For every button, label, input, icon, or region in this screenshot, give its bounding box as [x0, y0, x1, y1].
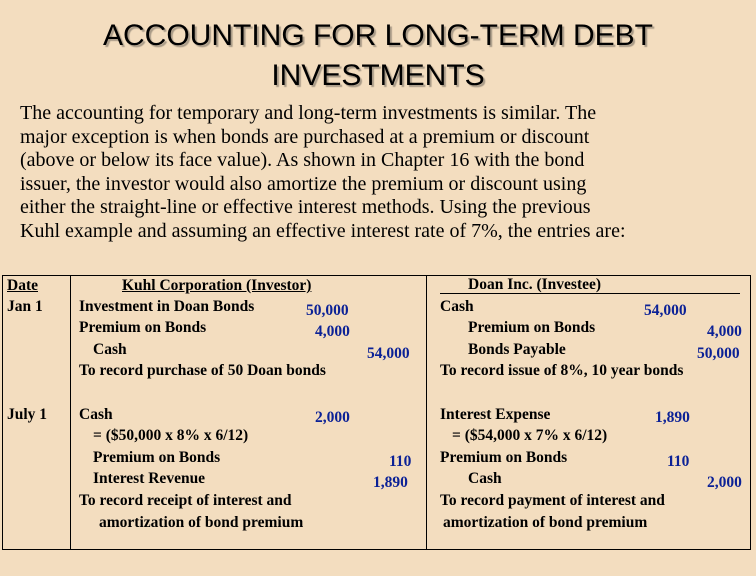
- date-july-1: July 1: [7, 406, 48, 423]
- jan1-investor-line-1: Investment in Doan Bonds: [79, 298, 255, 315]
- july1-investee-amount-1: 1,890: [655, 409, 690, 426]
- july1-investee-line-3: Premium on Bonds: [440, 449, 568, 466]
- intro-paragraph: The accounting for temporary and long-term investments is similar. The major exception is when bonds are purchased at a premium or discount (above or below its face value). As shown in Chapter 16 with the bond issuer, the investor would also amortize the premium or discount using either the straight-line or effective interest methods. Using the previous Kuhl example and assuming an effective interest rate of 7%, the entries are:: [20, 102, 626, 242]
- july1-investee-amount-3: 110: [667, 453, 690, 470]
- july1-investee-amount-4: 2,000: [707, 474, 742, 491]
- july1-investor-amount-1: 2,000: [315, 409, 350, 426]
- header-investee-label: Doan Inc. (Investee): [468, 276, 602, 293]
- page-title: [0, 16, 756, 96]
- jan1-investee-line-1: Cash: [440, 298, 474, 315]
- title-line-1: ACCOUNTING FOR LONG-TERM DEBT: [102, 19, 653, 52]
- july1-investor-line-5: To record receipt of interest and: [79, 492, 292, 509]
- jan1-investor-line-4: To record purchase of 50 Doan bonds: [79, 362, 326, 379]
- july1-investee-line-6: amortization of bond premium: [443, 514, 648, 531]
- entity-column-divider: [426, 275, 427, 550]
- july1-investor-line-1: Cash: [79, 406, 113, 423]
- jan1-investee-amount-3: 50,000: [697, 345, 740, 362]
- jan1-investee-amount-1: 54,000: [644, 302, 687, 319]
- july1-investee-line-2: = ($54,000 x 7% x 6/12): [452, 427, 608, 444]
- july1-investee-line-5: To record payment of interest and: [440, 492, 665, 509]
- jan1-investee-line-3: Bonds Payable: [468, 341, 566, 358]
- jan1-investor-amount-1: 50,000: [306, 302, 349, 319]
- july1-investee-line-4: Cash: [468, 470, 502, 487]
- jan1-investee-amount-2: 4,000: [707, 323, 742, 340]
- july1-investor-amount-4: 1,890: [373, 474, 408, 491]
- date-column-divider: [70, 275, 71, 550]
- jan1-investor-line-2: Premium on Bonds: [79, 319, 207, 336]
- july1-investor-amount-3: 110: [389, 453, 412, 470]
- jan1-investee-line-4: To record issue of 8%, 10 year bonds: [440, 362, 684, 379]
- jan1-investor-amount-3: 54,000: [367, 345, 410, 362]
- july1-investor-line-4: Interest Revenue: [93, 470, 206, 487]
- july1-investor-line-6: amortization of bond premium: [99, 514, 304, 531]
- jan1-investee-line-2: Premium on Bonds: [468, 319, 596, 336]
- date-jan-1: Jan 1: [7, 298, 43, 315]
- july1-investor-line-2: = ($50,000 x 8% x 6/12): [93, 427, 249, 444]
- header-date: Date: [7, 277, 38, 294]
- jan1-investor-amount-2: 4,000: [315, 323, 350, 340]
- title-line-2: INVESTMENTS: [271, 59, 485, 92]
- july1-investee-line-1: Interest Expense: [440, 406, 551, 423]
- header-investee: [440, 277, 740, 294]
- jan1-investor-line-3: Cash: [93, 341, 127, 358]
- header-investor: Kuhl Corporation (Investor): [122, 277, 312, 294]
- july1-investor-line-3: Premium on Bonds: [93, 449, 221, 466]
